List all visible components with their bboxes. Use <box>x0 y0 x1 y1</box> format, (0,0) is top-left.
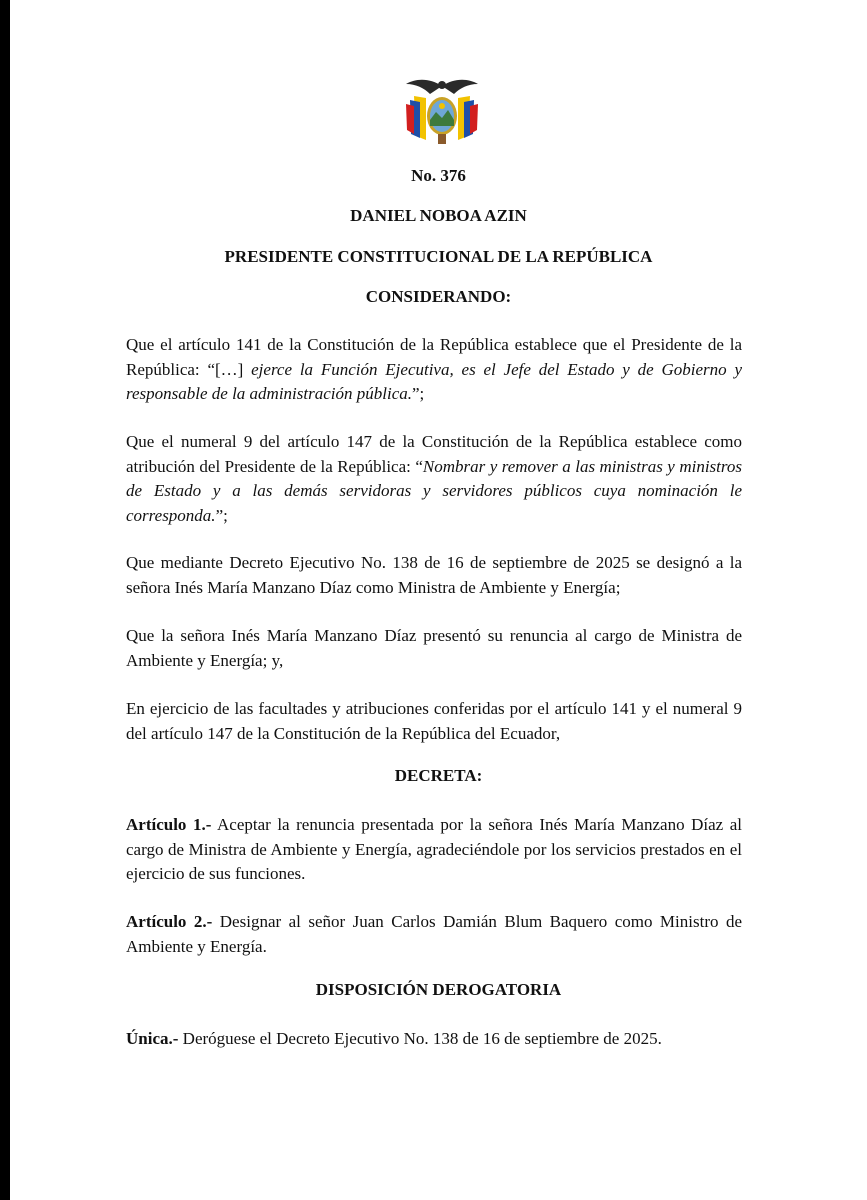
paragraph-decree-138: Que mediante Decreto Ejecutivo No. 138 de 16 de septiembre de 2025 se designó a la señora Inés María Manzano Díaz como Ministra de Ambiente y Energía; <box>126 553 742 597</box>
unica-clause: Única.- Deróguese el Decreto Ejecutivo No. 138 de 16 de septiembre de 2025. <box>126 1029 662 1048</box>
decree-page <box>10 0 867 1200</box>
disposicion-heading: DISPOSICIÓN DEROGATORIA <box>315 980 562 999</box>
decree-number: No. 376 <box>411 166 466 185</box>
article-2: Artículo 2.- Designar al señor Juan Carlos Damián Blum Baquero como Ministro de Ambiente y Energía. <box>126 912 742 956</box>
paragraph-article-147: Que el numeral 9 del artículo 147 de la Constitución de la República establece como atribución del Presidente de la República: “Nombrar y remover a las ministras y ministros de Estado y a las demás servidoras y servidores públicos cuya nominación le corresponda.”; <box>126 432 742 525</box>
decreta-heading: DECRETA: <box>394 766 483 785</box>
considerando-heading: CONSIDERANDO: <box>365 287 512 306</box>
coat-of-arms-icon <box>402 76 482 148</box>
president-title: PRESIDENTE CONSTITUCIONAL DE LA REPÚBLICA <box>224 247 653 266</box>
article-1: Artículo 1.- Aceptar la renuncia presentada por la señora Inés María Manzano Díaz al cargo de Ministra de Ambiente y Energía, agradeciéndole por los servicios prestados en el ejercicio de sus funciones. <box>126 815 743 883</box>
paragraph-article-141: Que el artículo 141 de la Constitución de la República establece que el Presidente de la República: “[…] ejerce la Función Ejecutiva, es el Jefe del Estado y de Gobierno y responsable de la administración pública.”; <box>126 335 742 403</box>
president-name: DANIEL NOBOA AZIN <box>350 206 527 225</box>
paragraph-resignation: Que la señora Inés María Manzano Díaz presentó su renuncia al cargo de Ministra de Ambiente y Energía; y, <box>126 626 742 670</box>
paragraph-faculties: En ejercicio de las facultades y atribuciones conferidas por el artículo 141 y el numeral 9 del artículo 147 de la Constitución de la República del Ecuador, <box>126 699 742 743</box>
